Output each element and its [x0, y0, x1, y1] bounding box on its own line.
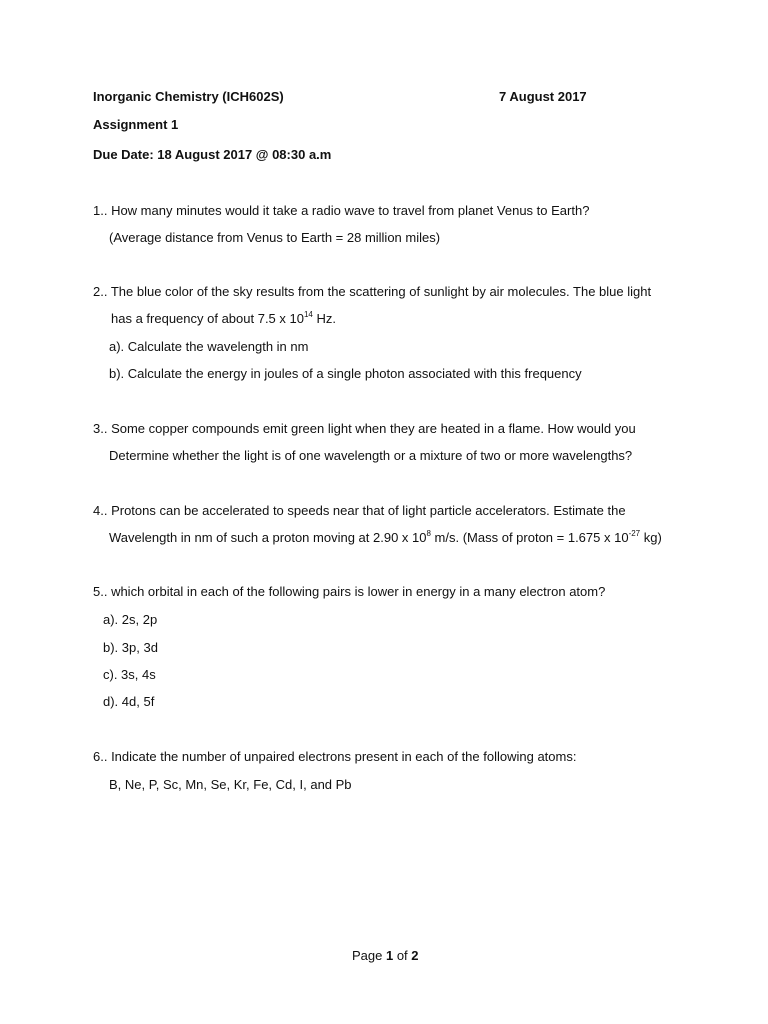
- question-4-line-2: Wavelength in nm of such a proton moving at 2.90 x $10^8$ m/s. (Mass of proton = 1.675 x $10^{-27}$ kg): [109, 529, 662, 545]
- due-date: Due Date: 18 August 2017 @ 08:30 a.m: [93, 147, 332, 162]
- assignment-title: Assignment 1: [93, 117, 179, 132]
- page-number: Page 1 of 2: [352, 948, 419, 963]
- question-5-option-d: d). 4d, 5f: [103, 694, 155, 709]
- header-date: 7 August 2017: [499, 89, 587, 104]
- question-5-option-c: c). 3s, 4s: [103, 667, 156, 682]
- question-4-line-1: 4.. Protons can be accelerated to speeds near that of light particle accelerators. Estimate the: [93, 503, 626, 518]
- question-2-line-1: 2.. The blue color of the sky results from the scattering of sunlight by air molecules. The blue light: [93, 284, 652, 299]
- course-title: Inorganic Chemistry (ICH602S): [93, 89, 284, 104]
- question-5-option-a: a). 2s, 2p: [103, 612, 158, 627]
- question-5-line-1: 5.. which orbital in each of the following pairs is lower in energy in a many electron atom?: [93, 584, 606, 599]
- question-2-line-2: has a frequency of about 7.5 x $10^{14}$ Hz.: [111, 310, 336, 326]
- question-2-part-a: a). Calculate the wavelength in nm: [109, 339, 309, 354]
- question-2-part-b: b). Calculate the energy in joules of a single photon associated with this frequency: [109, 366, 582, 381]
- question-3-line-2: Determine whether the light is of one wavelength or a mixture of two or more wavelengths?: [109, 448, 633, 463]
- question-6-line-1: 6.. Indicate the number of unpaired electrons present in each of the following atoms:: [93, 749, 577, 764]
- question-1-line-1: 1.. How many minutes would it take a radio wave to travel from planet Venus to Earth?: [93, 203, 590, 218]
- question-3-line-1: 3.. Some copper compounds emit green light when they are heated in a flame. How would you: [93, 421, 636, 436]
- question-6-line-2: B, Ne, P, Sc, Mn, Se, Kr, Fe, Cd, I, and Pb: [109, 777, 352, 792]
- question-5-option-b: b). 3p, 3d: [103, 640, 158, 655]
- question-1-line-2: (Average distance from Venus to Earth = 28 million miles): [109, 230, 441, 245]
